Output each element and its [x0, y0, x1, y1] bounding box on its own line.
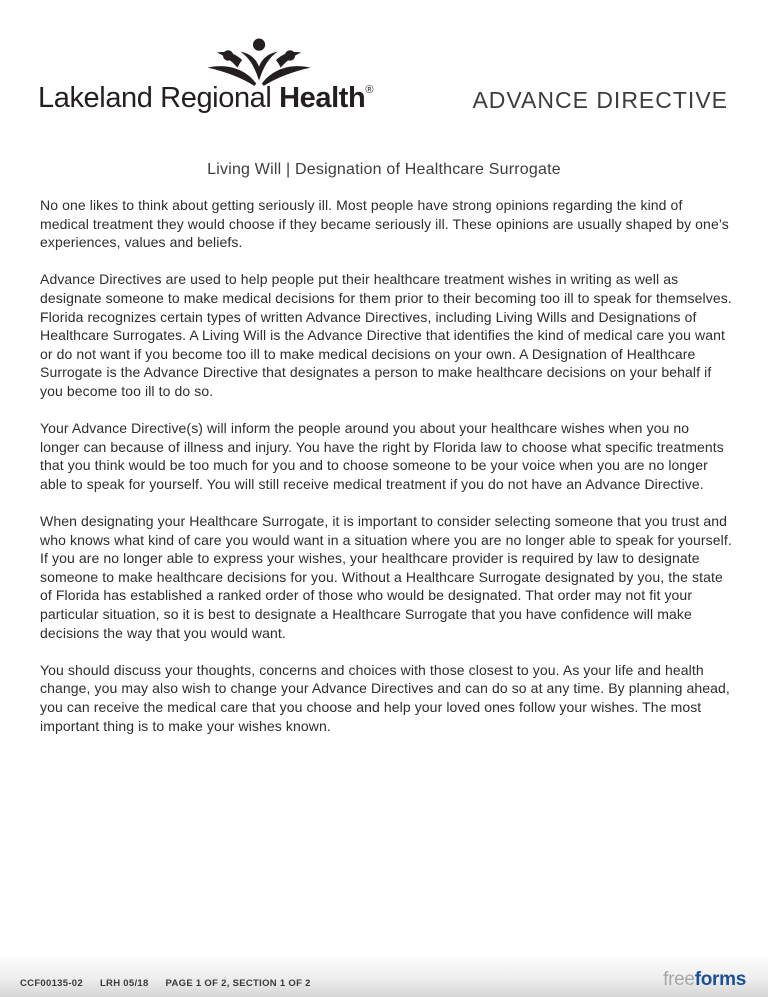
paragraph-discuss-wishes: You should discuss your thoughts, concerns and choices with those closest to you. As your life and health change, you may also wish to change your Advance Directives and can do so at any time. By planning ahead, you can receive the medical care that you choose and help your loved ones follow your wishes. The most important thing is to make your wishes known.: [40, 661, 730, 734]
brand-name-bold: Health: [279, 82, 366, 114]
document-body: [40, 196, 732, 754]
watermark-free-text: free: [663, 969, 695, 990]
doc-type-heading: ADVANCE DIRECTIVE: [472, 87, 728, 113]
registered-trademark: ®: [365, 84, 374, 96]
freeforms-watermark: [663, 969, 746, 991]
paragraph-advance-directives: Advance Directives are used to help people put their healthcare treatment wishes in writing as well as designate someone to make medical decisions for them prior to their becoming too ill to speak for themselves. Florida recognizes certain types of written Advance Directives, including Living Wills and Designations of Healthcare Surrogates. A Living Will is the Advance Directive that identifies the kind of medical care you want or do not want if you become too ill to make medical decisions on your own. A Designation of Healthcare Surrogate is the Advance Directive that designates a person to make healthcare decisions on your behalf if you become too ill to do so.: [40, 271, 732, 399]
brand-name-regular: Lakeland Regional: [38, 82, 280, 114]
paragraph-intro: No one likes to think about getting seriously ill. Most people have strong opinions regarding the kind of medical treatment they would choose if they became seriously ill. These opinions are usually shaped by one’s experiences, values and beliefs.: [40, 197, 729, 251]
lakeland-regional-health-logo-icon: [199, 36, 321, 88]
page-info: PAGE 1 OF 2, SECTION 1 OF 2: [165, 978, 311, 989]
page-title: Living Will | Designation of Healthcare Surrogate: [207, 161, 561, 178]
watermark-forms-text: forms: [694, 969, 746, 990]
brand-wordmark: [38, 82, 373, 115]
page-footer: [0, 953, 768, 997]
form-number: CCF00135-02: [20, 978, 83, 989]
paragraph-your-directives: Your Advance Directive(s) will inform the people around you about your healthcare wishes when you no longer can because of illness and injury. You have the right by Florida law to choose what specific treatments that you think would be too much for you and to choose someone to be your voice when you are no longer able to speak for yourself. You will still receive medical treatment if you do not have an Advance Directive.: [40, 420, 724, 492]
revision-code: LRH 05/18: [99, 978, 149, 989]
footer-document-info: [20, 978, 311, 989]
paragraph-designating-surrogate: When designating your Healthcare Surrogate, it is important to consider selecting someone that you trust and who knows what kind of care you would want in a situation where you are no longer able to speak for yourself. If you are no longer able to express your wishes, your healthcare provider is required by law to designate someone to make healthcare decisions for you. Without a Healthcare Surrogate designated by you, the state of Florida has established a ranked order of those who would be designated. That order may not fit your particular situation, so it is best to designate a Healthcare Surrogate that you have confidence will make decisions the way that you would want.: [40, 513, 732, 641]
